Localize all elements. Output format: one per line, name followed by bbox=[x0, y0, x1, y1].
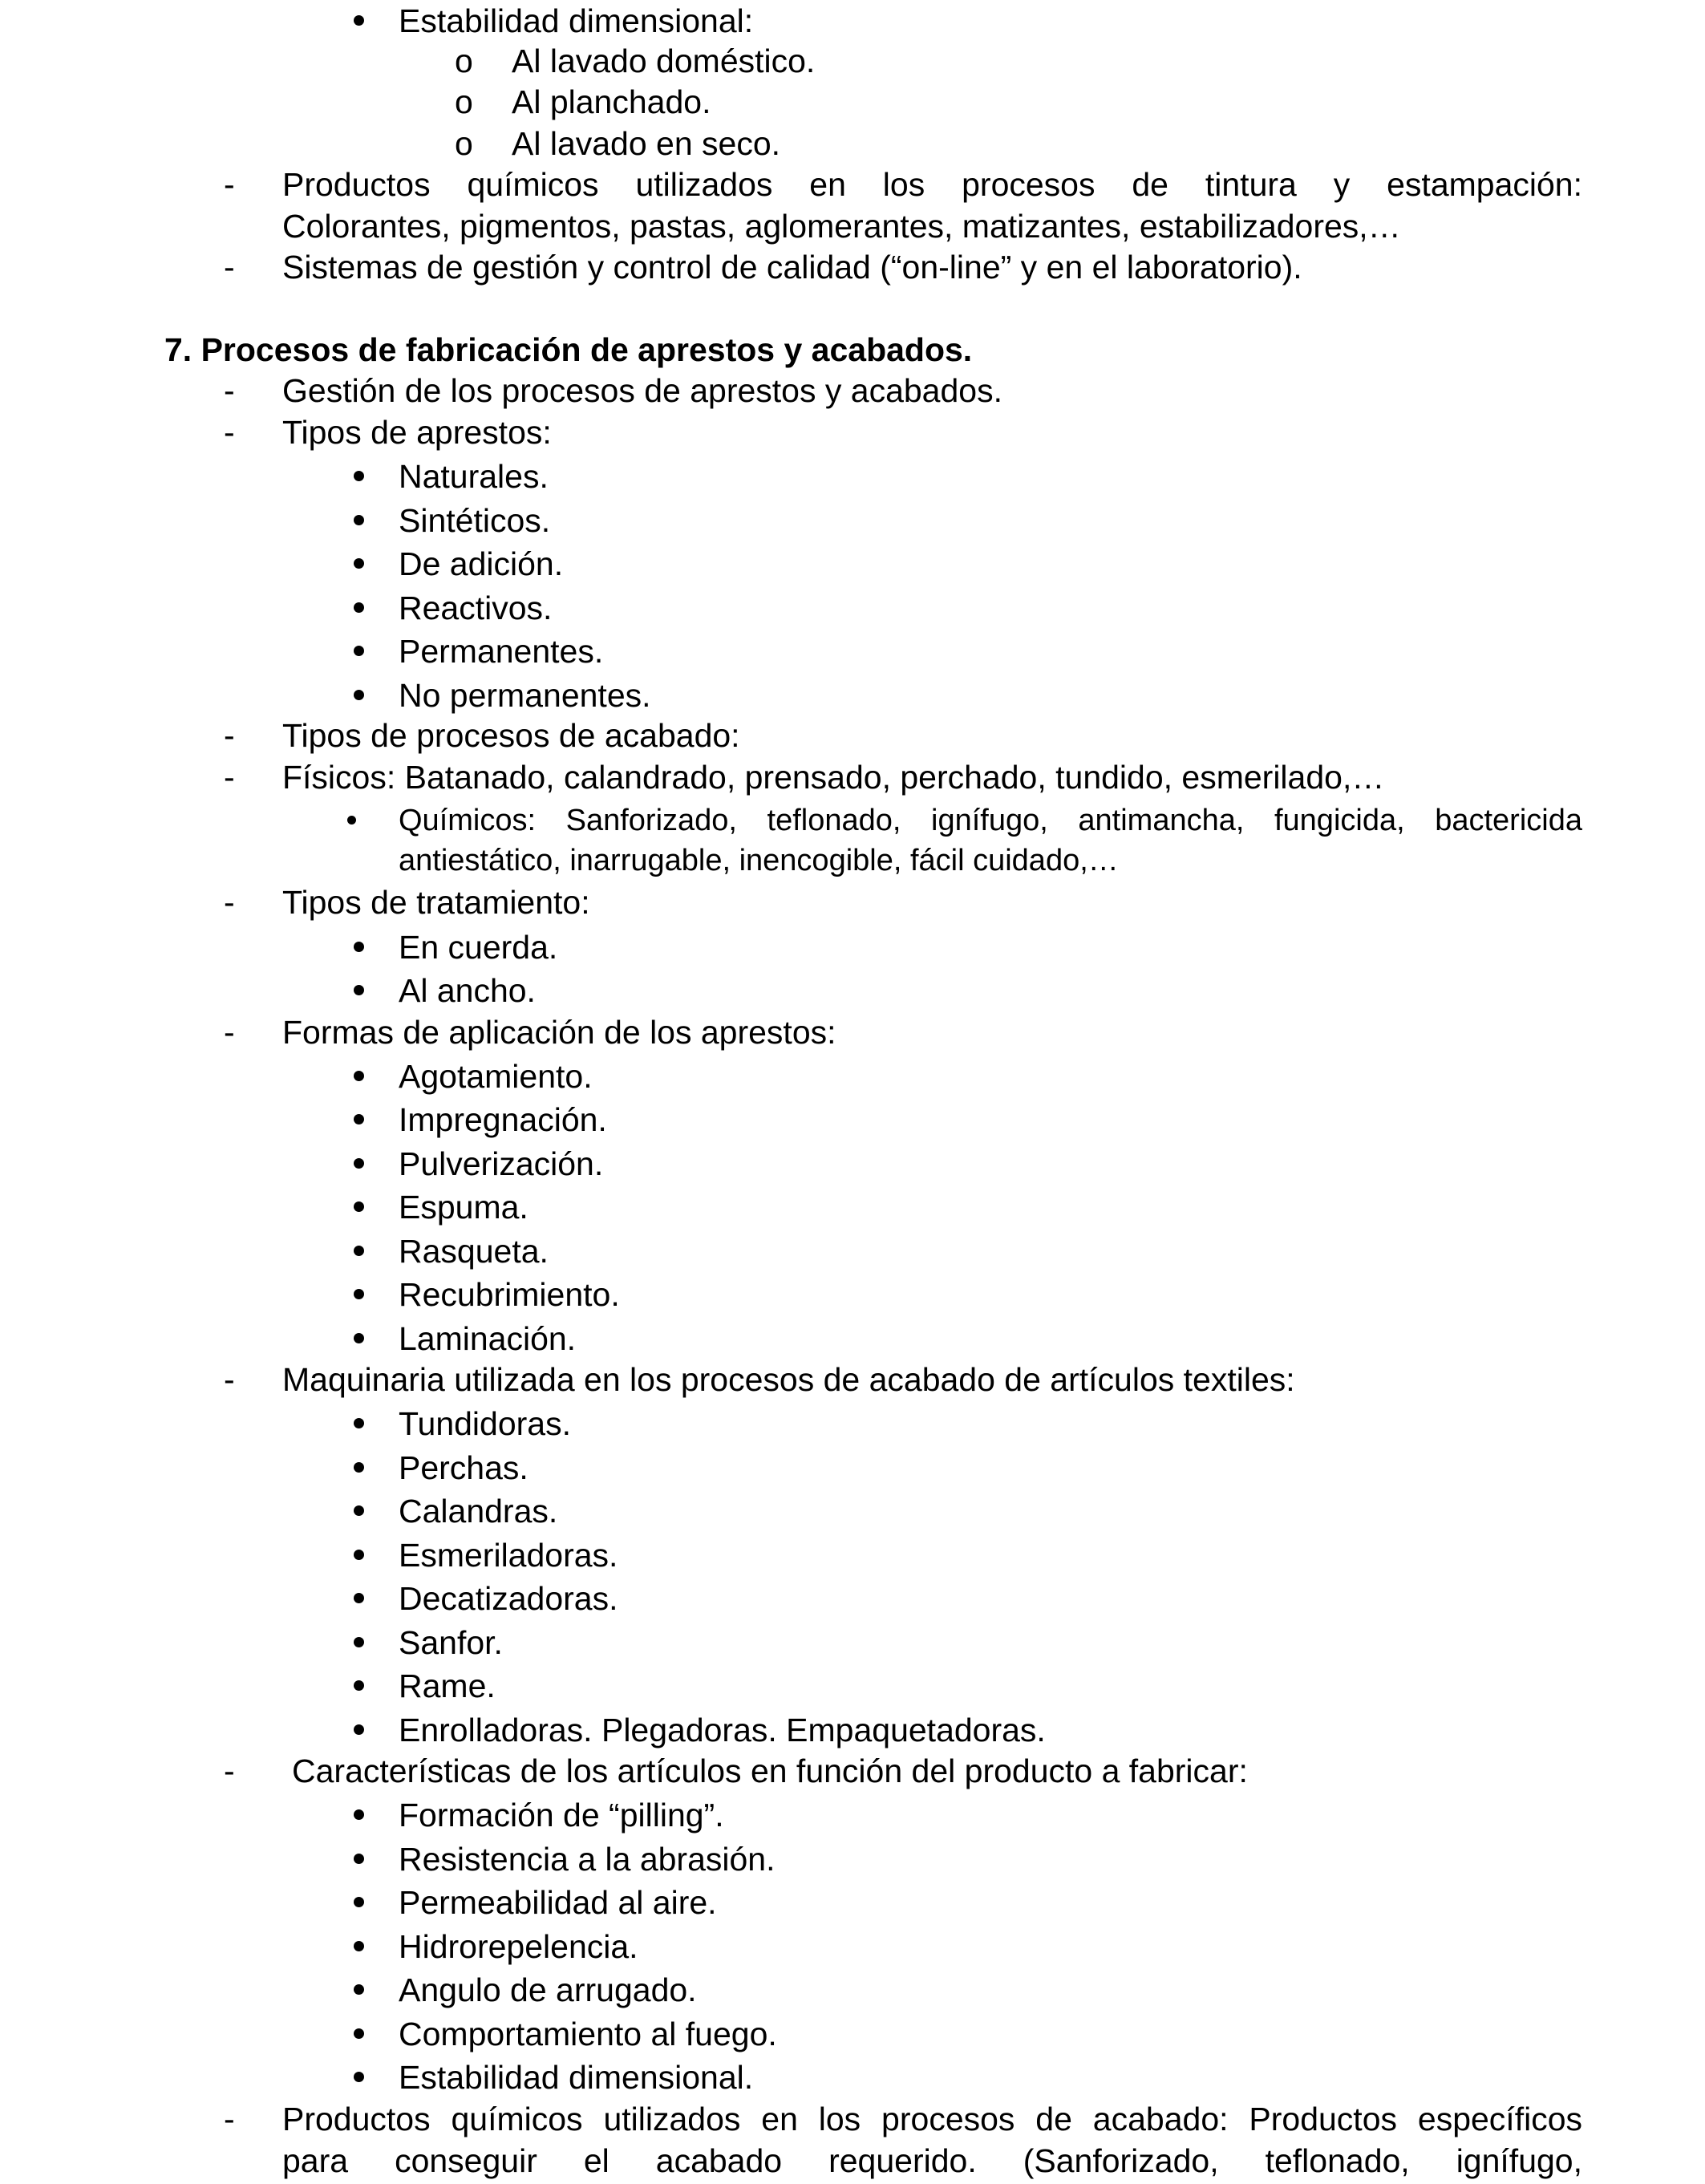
dash-marker: - bbox=[224, 414, 235, 451]
list-item: Al ancho. bbox=[399, 972, 536, 1009]
bullet-marker bbox=[354, 985, 364, 995]
bullet-marker bbox=[354, 1593, 364, 1603]
sub-list-item: Al planchado. bbox=[512, 83, 711, 120]
bullet-marker bbox=[354, 1418, 364, 1428]
bullet-marker bbox=[354, 1809, 364, 1820]
list-item: Angulo de arrugado. bbox=[399, 1971, 697, 2008]
dash-item: Gestión de los procesos de aprestos y acabados. bbox=[282, 372, 1002, 409]
dash-item: Físicos: Batanado, calandrado, prensado, perchado, tundido, esmerilado,… bbox=[282, 759, 1385, 796]
list-item: Naturales. bbox=[399, 458, 549, 495]
sub-list-item: Al lavado doméstico. bbox=[512, 43, 816, 79]
dash-item-continuation: para conseguir el acabado requerido. (Sanforizado, teflonado, ignífugo, bbox=[282, 2142, 1582, 2179]
list-item: Recubrimiento. bbox=[399, 1276, 620, 1313]
dash-marker: - bbox=[224, 884, 235, 921]
dash-marker: - bbox=[224, 1014, 235, 1051]
bullet-marker bbox=[354, 1333, 364, 1343]
bullet-marker bbox=[354, 2072, 364, 2082]
list-item: Formación de “pilling”. bbox=[399, 1797, 724, 1834]
list-item: Esmeriladoras. bbox=[399, 1537, 618, 1574]
list-item: Impregnación. bbox=[399, 1101, 607, 1138]
bullet-marker bbox=[354, 1246, 364, 1256]
dash-marker: - bbox=[224, 2101, 235, 2137]
dash-marker: - bbox=[224, 1752, 235, 1789]
list-item: Espuma. bbox=[399, 1189, 529, 1226]
bullet-marker bbox=[354, 15, 364, 26]
dash-marker: - bbox=[224, 1361, 235, 1398]
dash-marker: - bbox=[224, 759, 235, 796]
list-item: Estabilidad dimensional. bbox=[399, 2059, 754, 2096]
bullet-marker bbox=[354, 602, 364, 613]
dash-item: Formas de aplicación de los aprestos: bbox=[282, 1014, 836, 1051]
list-item: Permanentes. bbox=[399, 633, 604, 670]
bullet-marker bbox=[354, 1550, 364, 1560]
list-item: Químicos: Sanforizado, teflonado, ignífugo, antimancha, fungicida, bactericida bbox=[399, 804, 1582, 837]
dash-marker: - bbox=[224, 372, 235, 409]
section-heading: 7. Procesos de fabricación de aprestos y acabados. bbox=[164, 331, 973, 368]
dash-item: Maquinaria utilizada en los procesos de acabado de artículos textiles: bbox=[282, 1361, 1295, 1398]
bullet-marker bbox=[354, 1854, 364, 1864]
dash-item: Productos químicos utilizados en los procesos de acabado: Productos específicos bbox=[282, 2101, 1582, 2137]
dash-marker: - bbox=[224, 717, 235, 754]
dash-marker: - bbox=[224, 166, 235, 203]
list-item: Reactivos. bbox=[399, 590, 553, 626]
list-item: En cuerda. bbox=[399, 929, 558, 966]
bullet-marker bbox=[354, 1071, 364, 1081]
bullet-marker bbox=[347, 816, 356, 825]
list-item: No permanentes. bbox=[399, 677, 651, 714]
dash-marker: - bbox=[224, 249, 235, 286]
bullet-marker bbox=[354, 558, 364, 569]
list-item: Agotamiento. bbox=[399, 1058, 593, 1095]
sub-bullet-marker: o bbox=[455, 83, 473, 120]
bullet-marker bbox=[354, 646, 364, 656]
bullet-marker bbox=[354, 942, 364, 952]
sub-bullet-marker: o bbox=[455, 43, 473, 79]
list-item: Sanfor. bbox=[399, 1624, 503, 1661]
list-item: Tundidoras. bbox=[399, 1405, 571, 1442]
bullet-marker bbox=[354, 1505, 364, 1516]
list-item: Rame. bbox=[399, 1667, 496, 1704]
list-item: Rasqueta. bbox=[399, 1233, 549, 1270]
list-item: Resistencia a la abrasión. bbox=[399, 1841, 776, 1878]
list-item: Decatizadoras. bbox=[399, 1580, 618, 1617]
bullet-marker bbox=[354, 471, 364, 481]
list-item: Comportamiento al fuego. bbox=[399, 2016, 777, 2052]
dash-item: Tipos de aprestos: bbox=[282, 414, 552, 451]
list-item: Calandras. bbox=[399, 1493, 558, 1530]
list-item-continuation: antiestático, inarrugable, inencogible, fácil cuidado,… bbox=[399, 844, 1119, 877]
bullet-marker bbox=[354, 1637, 364, 1647]
bullet-marker bbox=[354, 1158, 364, 1169]
bullet-marker bbox=[354, 2028, 364, 2039]
bullet-marker bbox=[354, 1984, 364, 1995]
list-item: De adición. bbox=[399, 545, 564, 582]
dash-item: Características de los artículos en función del producto a fabricar: bbox=[292, 1752, 1248, 1789]
list-item: Permeabilidad al aire. bbox=[399, 1884, 717, 1921]
sub-list-item: Al lavado en seco. bbox=[512, 125, 781, 162]
list-item: Estabilidad dimensional: bbox=[399, 2, 754, 39]
list-item: Sintéticos. bbox=[399, 502, 551, 539]
bullet-marker bbox=[354, 1462, 364, 1473]
list-item: Perchas. bbox=[399, 1449, 529, 1486]
bullet-marker bbox=[354, 515, 364, 525]
dash-item: Sistemas de gestión y control de calidad (“on-line” y en el laboratorio). bbox=[282, 249, 1302, 286]
bullet-marker bbox=[354, 1289, 364, 1299]
sub-bullet-marker: o bbox=[455, 125, 473, 162]
dash-item: Tipos de tratamiento: bbox=[282, 884, 590, 921]
list-item: Pulverización. bbox=[399, 1145, 604, 1182]
bullet-marker bbox=[354, 1114, 364, 1124]
bullet-marker bbox=[354, 1680, 364, 1691]
dash-item: Productos químicos utilizados en los procesos de tintura y estampación: bbox=[282, 166, 1582, 203]
bullet-marker bbox=[354, 1941, 364, 1951]
dash-item-continuation: Colorantes, pigmentos, pastas, aglomerantes, matizantes, estabilizadores,… bbox=[282, 208, 1401, 245]
dash-item: Tipos de procesos de acabado: bbox=[282, 717, 740, 754]
bullet-marker bbox=[354, 1724, 364, 1735]
list-item: Laminación. bbox=[399, 1320, 577, 1357]
bullet-marker bbox=[354, 1897, 364, 1907]
list-item: Hidrorepelencia. bbox=[399, 1928, 638, 1965]
bullet-marker bbox=[354, 1201, 364, 1212]
list-item: Enrolladoras. Plegadoras. Empaquetadoras. bbox=[399, 1712, 1046, 1748]
bullet-marker bbox=[354, 690, 364, 700]
